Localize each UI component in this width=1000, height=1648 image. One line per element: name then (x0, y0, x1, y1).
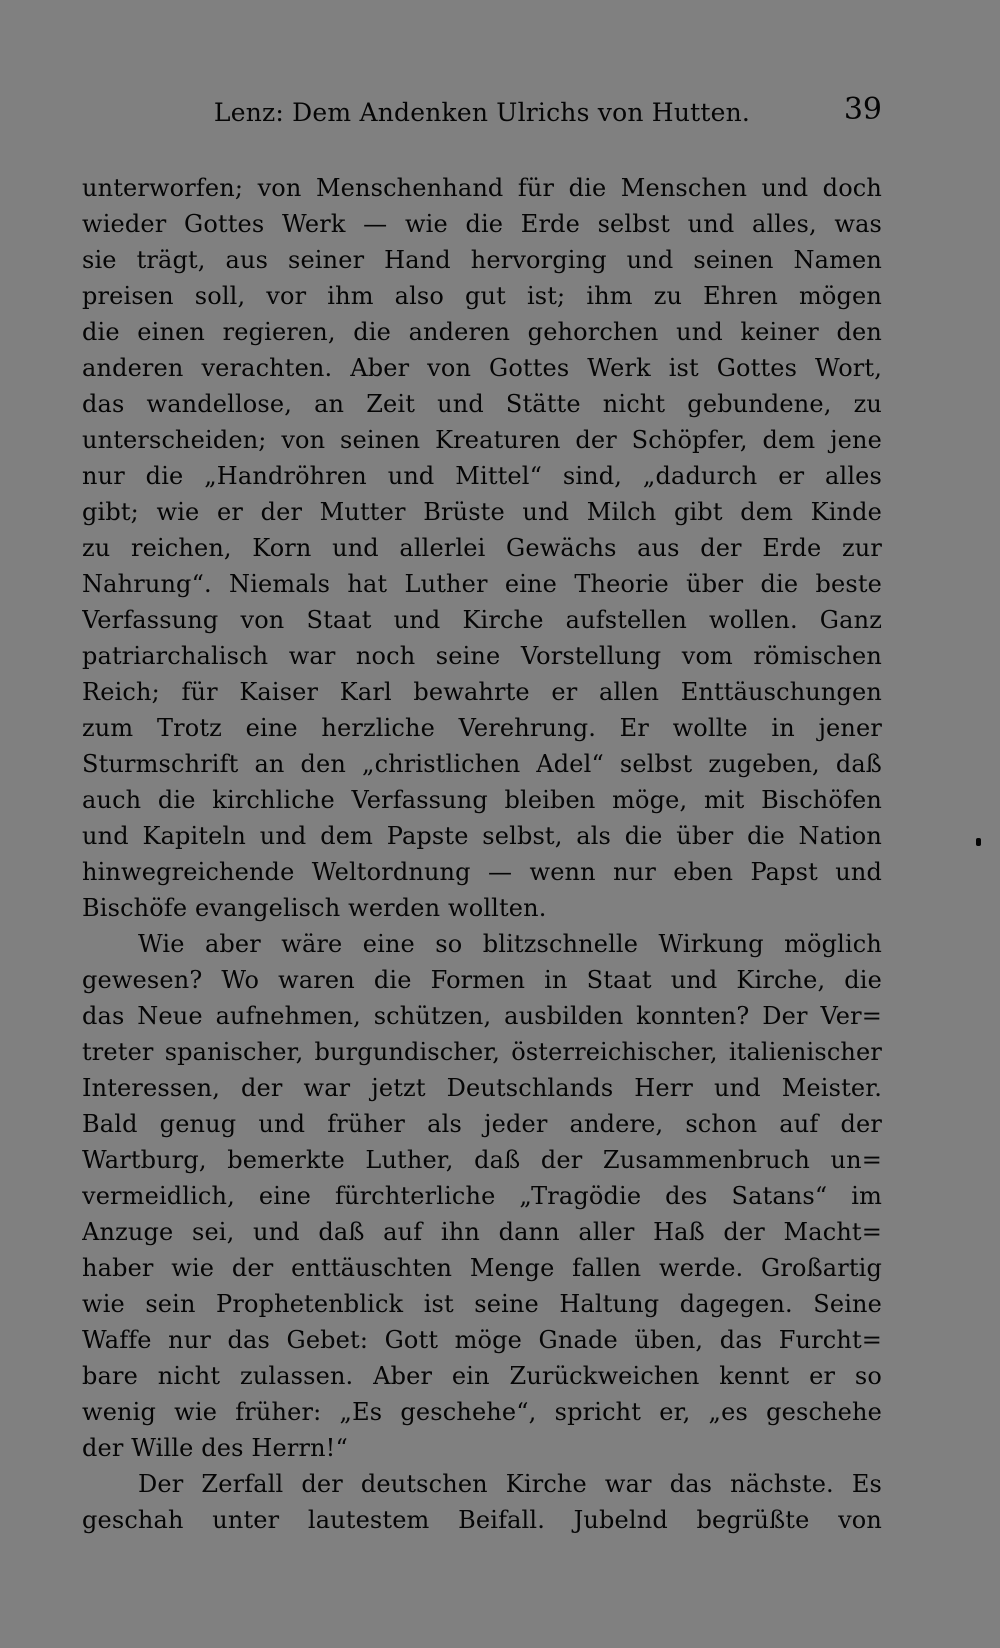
text-line: gibt; wie er der Mutter Brüste und Milch gibt dem Kinde (82, 498, 882, 526)
text-line: zu reichen, Korn und allerlei Gewächs aus der Erde zur (82, 534, 882, 562)
text-line: die einen regieren, die anderen gehorchen und keiner den (82, 318, 882, 346)
text-line: Interessen, der war jetzt Deutschlands Herr und Meister. (82, 1074, 882, 1102)
text-line: unterscheiden; von seinen Kreaturen der Schöpfer, dem jene (82, 426, 882, 454)
paragraph-end-line: der Wille des Herrn!“ (82, 1434, 348, 1462)
paragraph-start-line: Der Zerfall der deutschen Kirche war das nächste. Es (138, 1470, 882, 1498)
text-line: auch die kirchliche Verfassung bleiben möge, mit Bischöfen (82, 786, 882, 814)
text-line: patriarchalisch war noch seine Vorstellung vom römischen (82, 642, 882, 670)
text-line: das wandellose, an Zeit und Stätte nicht gebundene, zu (82, 390, 882, 418)
running-title: Lenz: Dem Andenken Ulrichs von Hutten. (213, 98, 751, 127)
text-line: hinwegreichende Weltordnung — wenn nur eben Papst und (82, 858, 882, 886)
text-line: Wartburg, bemerkte Luther, daß der Zusammenbruch un= (82, 1146, 882, 1174)
text-line: und Kapiteln und dem Papste selbst, als die über die Nation (82, 822, 882, 850)
text-line: Verfassung von Staat und Kirche aufstellen wollen. Ganz (82, 606, 882, 634)
text-line: wenig wie früher: „Es geschehe“, spricht er, „es geschehe (82, 1398, 882, 1426)
text-line: zum Trotz eine herzliche Verehrung. Er wollte in jener (82, 714, 882, 742)
text-line: das Neue aufnehmen, schützen, ausbilden konnten? Der Ver= (82, 1002, 882, 1030)
text-line: wieder Gottes Werk — wie die Erde selbst und alles, was (82, 210, 882, 238)
page-header (82, 92, 882, 132)
text-line: Anzuge sei, und daß auf ihn dann aller Haß der Macht= (82, 1218, 882, 1246)
text-line: unterworfen; von Menschenhand für die Menschen und doch (82, 174, 882, 202)
text-line: treter spanischer, burgundischer, österreichischer, italienischer (82, 1038, 882, 1066)
text-line: sie trägt, aus seiner Hand hervorging und seinen Namen (82, 246, 882, 274)
paragraph-end-line: Bischöfe evangelisch werden wollten. (82, 894, 547, 922)
text-line: vermeidlich, eine fürchterliche „Tragödie des Satans“ im (82, 1182, 882, 1210)
text-line: Waffe nur das Gebet: Gott möge Gnade üben, das Furcht= (82, 1326, 882, 1354)
text-line: geschah unter lautestem Beifall. Jubelnd begrüßte von (82, 1506, 882, 1534)
text-line: Nahrung“. Niemals hat Luther eine Theorie über die beste (82, 570, 882, 598)
text-line: gewesen? Wo waren die Formen in Staat und Kirche, die (82, 966, 882, 994)
text-line: anderen verachten. Aber von Gottes Werk ist Gottes Wort, (82, 354, 882, 382)
text-line: Bald genug und früher als jeder andere, schon auf der (82, 1110, 882, 1138)
text-line: bare nicht zulassen. Aber ein Zurückweichen kennt er so (82, 1362, 882, 1390)
text-line: nur die „Handröhren und Mittel“ sind, „dadurch er alles (82, 462, 882, 490)
text-line: haber wie der enttäuschten Menge fallen werde. Großartig (82, 1254, 882, 1282)
text-line: preisen soll, vor ihm also gut ist; ihm zu Ehren mögen (82, 282, 882, 310)
page-number: 39 (843, 92, 882, 127)
paragraph-start-line: Wie aber wäre eine so blitzschnelle Wirkung möglich (138, 930, 882, 958)
text-line: Reich; für Kaiser Karl bewahrte er allen Enttäuschungen (82, 678, 882, 706)
text-line: Sturmschrift an den „christlichen Adel“ selbst zugeben, daß (82, 750, 882, 778)
ink-speck-mark (976, 838, 981, 846)
text-line: wie sein Prophetenblick ist seine Haltung dagegen. Seine (82, 1290, 882, 1318)
body-text (82, 170, 882, 1538)
